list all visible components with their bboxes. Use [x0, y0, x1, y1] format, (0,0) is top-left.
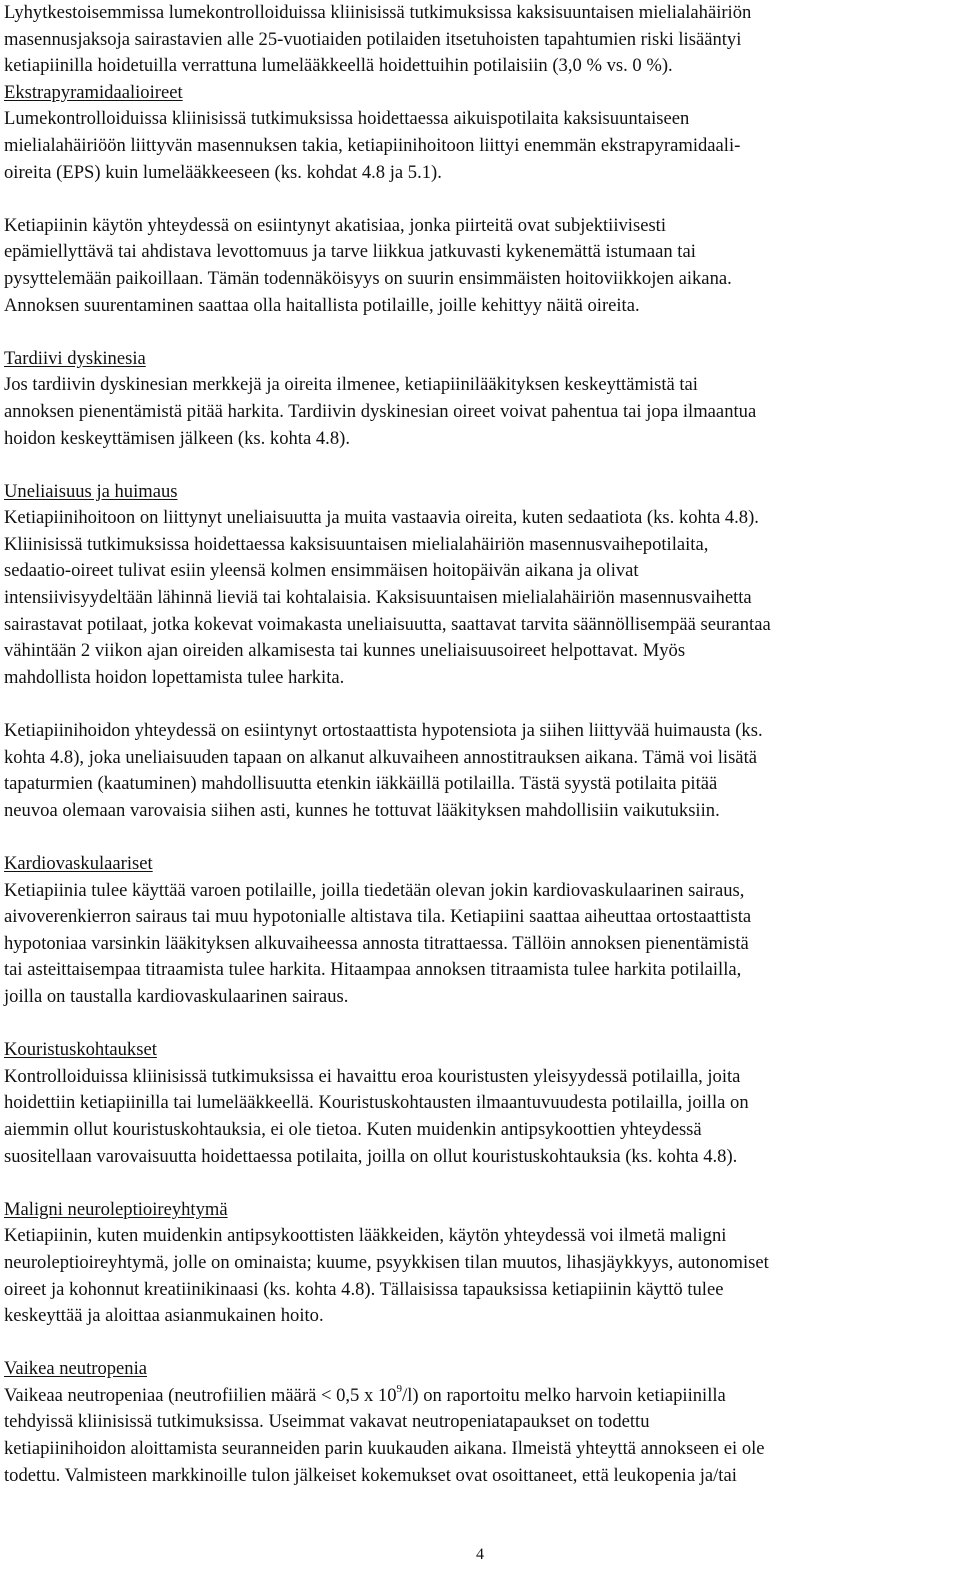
text-line: mahdollista hoidon lopettamista tulee harkita. [4, 666, 345, 688]
text-line: masennusjaksoja sairastavien alle 25-vuotiaiden potilaiden itsetuhoisten tapahtumien riski lisääntyi [4, 28, 742, 50]
section-tardive-dyskinesia [4, 346, 956, 452]
text-line: Kliinisissä tutkimuksissa hoidettaessa kaksisuuntaisen mielialahäiriön masennusvaihepotilaita, [4, 533, 709, 555]
section-eps [4, 80, 956, 186]
text-line: hoidettiin ketiapiinilla tai lumelääkkeellä. Kouristuskohtausten ilmaantuvuudesta potilailla, joilla on [4, 1092, 749, 1114]
text-line: pysyttelemään paikoillaan. Tämän todennäköisyys on suurin ensimmäisten hoitoviikkojen aikana. [4, 267, 732, 289]
eps-paragraph-2 [4, 213, 956, 319]
text-line: neuroleptioireyhtymä, jolle on ominaista; kuume, psyykkisen tilan muutos, lihasjäykkyys, autonomiset [4, 1251, 769, 1273]
intro-paragraph [4, 0, 956, 80]
section-heading: Uneliaisuus ja huimaus [4, 480, 178, 502]
text-line: Kontrolloiduissa kliinisissä tutkimuksissa ei havaittu eroa kouristusten yleisyydessä potilailla, joita [4, 1065, 741, 1087]
text-line: aivoverenkierron sairaus tai muu hypotonialle altistava tila. Ketiapiini saattaa aiheuttaa ortostaattista [4, 906, 752, 928]
text-line: suositellaan varovaisuutta hoidettaessa potilaita, joilla on ollut kouristuskohtauksia (ks. kohta 4.8). [4, 1145, 738, 1167]
section-heading: Tardiivi dyskinesia [4, 347, 146, 369]
text-line: intensiivisyydeltään lähinnä lieviä tai kohtalaisia. Kaksisuuntaisen mielialahäiriön masennusvaihetta [4, 587, 752, 609]
text-line: Ketiapiinin käytön yhteydessä on esiintynyt akatisiaa, jonka piirteitä ovat subjektiivisesti [4, 214, 667, 236]
text-line: tai asteittaisempaa titraamista tulee harkita. Hitaampaa annoksen titraamista tulee harkita potilailla, [4, 959, 742, 981]
text-line: todettu. Valmisteen markkinoille tulon jälkeiset kokemukset ovat osoittaneet, että leukopenia ja/tai [4, 1464, 737, 1486]
section-heading: Vaikea neutropenia [4, 1358, 148, 1380]
superscript: 9 [396, 1382, 403, 1395]
text-line: tehdyissä kliinisissä tutkimuksissa. Useimmat vakavat neutropeniatapaukset on todettu [4, 1411, 650, 1433]
text-line: Ketiapiinihoitoon on liittynyt uneliaisuutta ja muita vastaavia oireita, kuten sedaatiota (ks. kohta 4.8). [4, 507, 759, 529]
text-line: hoidon keskeyttämisen jälkeen (ks. kohta 4.8). [4, 427, 350, 449]
somnolence-paragraph-2 [4, 718, 956, 824]
document-page [4, 0, 956, 1489]
text-line [4, 1383, 956, 1410]
text-line: tapaturmien (kaatuminen) mahdollisuutta etenkin iäkkäillä potilailla. Tästä syystä potilaita pitää [4, 773, 718, 795]
text-fragment: Vaikeaa neutropeniaa (neutrofiilien määrä < 0,5 x 10 [4, 1384, 397, 1406]
section-somnolence [4, 479, 956, 692]
text-line: sairastavat potilaat, jotka kokevat voimakasta uneliaisuutta, saattavat tarvita säännöllisempää seurantaa [4, 613, 771, 635]
text-line: Ketiapiinihoidon yhteydessä on esiintynyt ortostaattista hypotensiota ja siihen liittyvää huimausta (ks. [4, 720, 763, 742]
text-line: Lumekontrolloiduissa kliinisissä tutkimuksissa hoidettaessa aikuispotilaita kaksisuuntaiseen [4, 108, 690, 130]
text-line: oireet ja kohonnut kreatiinikinaasi (ks. kohta 4.8). Tällaisissa tapauksissa ketiapiinin käyttö tulee [4, 1278, 724, 1300]
text-line: aiemmin ollut kouristuskohtauksia, ei ole tietoa. Kuten muidenkin antipsykoottien yhteydessä [4, 1118, 702, 1140]
section-neuroleptic-malignant-syndrome [4, 1197, 956, 1330]
text-line: annoksen pienentämistä pitää harkita. Tardiivin dyskinesian oireet voivat pahentua tai jopa ilmaantua [4, 400, 757, 422]
text-line: sedaatio-oireet tulivat esiin yleensä kolmen ensimmäisen hoitopäivän aikana ja olivat [4, 560, 639, 582]
text-line: kohta 4.8), joka uneliaisuuden tapaan on alkanut alkuvaiheen annostitrauksen aikana. Tämä voi lisätä [4, 746, 757, 768]
section-heading: Maligni neuroleptioireyhtymä [4, 1198, 228, 1220]
section-seizures [4, 1037, 956, 1170]
text-line: Annoksen suurentaminen saattaa olla haitallista potilaille, joille kehittyy näitä oireita. [4, 294, 640, 316]
text-line: oireita (EPS) kuin lumelääkkeeseen (ks. kohdat 4.8 ja 5.1). [4, 161, 442, 183]
section-cardiovascular [4, 851, 956, 1011]
text-line: mielialahäiriöön liittyvän masennuksen takia, ketiapiinihoitoon liittyi enemmän ekstrapyramidaali- [4, 134, 741, 156]
text-line: Lyhytkestoisemmissa lumekontrolloiduissa kliinisissä tutkimuksissa kaksisuuntaisen mielialahäiriön [4, 2, 752, 23]
text-line: joilla on taustalla kardiovaskulaarinen sairaus. [4, 985, 349, 1007]
text-line: ketiapiinihoidon aloittamista seuranneiden parin kuukauden aikana. Ilmeistä yhteyttä annokseen ei ole [4, 1438, 765, 1460]
text-fragment: /l) on raportoitu melko harvoin ketiapiinilla [402, 1384, 726, 1406]
text-line: vähintään 2 viikon ajan oireiden alkamisesta tai kunnes uneliaisuusoireet helpottavat. Myös [4, 640, 686, 662]
section-heading: Kouristuskohtaukset [4, 1039, 157, 1061]
text-line: Ketiapiinia tulee käyttää varoen potilaille, joilla tiedetään olevan jokin kardiovaskulaarinen sairaus, [4, 879, 745, 901]
text-line: ketiapiinilla hoidetuilla verrattuna lumelääkkeellä hoidettuihin potilaisiin (3,0 % vs. 0 %). [4, 55, 673, 77]
text-line: Jos tardiivin dyskinesian merkkejä ja oireita ilmenee, ketiapiinilääkityksen keskeyttämistä tai [4, 374, 698, 396]
section-heading: Kardiovaskulaariset [4, 853, 153, 874]
section-heading: Ekstrapyramidaalioireet [4, 81, 183, 103]
text-line: Ketiapiinin, kuten muidenkin antipsykoottisten lääkkeiden, käytön yhteydessä voi ilmetä maligni [4, 1225, 727, 1247]
text-line: epämiellyttävä tai ahdistava levottomuus ja tarve liikkua jatkuvasti kykenemättä istumaan tai [4, 241, 696, 263]
text-line: hypotoniaa varsinkin lääkityksen alkuvaiheessa annosta titrattaessa. Tällöin annoksen pienentämistä [4, 932, 749, 954]
text-line: keskeyttää ja aloittaa asianmukainen hoito. [4, 1305, 324, 1327]
page-number: 4 [476, 1546, 484, 1563]
section-neutropenia [4, 1356, 956, 1489]
text-line: neuvoa olemaan varovaisia siihen asti, kunnes he tottuvat lääkityksen mahdollisiin vaikutuksiin. [4, 799, 720, 821]
